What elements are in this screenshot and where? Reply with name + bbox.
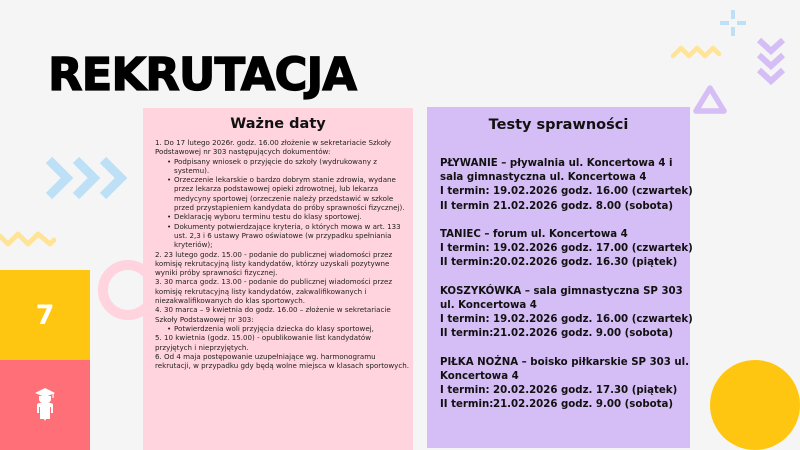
term-row	[440, 185, 693, 199]
term-value: 20.02.2026 godz. 17.30 (piątek)	[493, 385, 678, 397]
term-value: 19.02.2026 godz. 17.00 (czwartek)	[493, 243, 693, 255]
date-item-text: 5. 10 kwietnia (godz. 15.00) - opublikowanie list kandydatów przyjętych i nieprzyjętych.	[155, 333, 372, 352]
date-item-bullet: • Podpisany wniosek o przyjęcie do szkoły (wydrukowany z systemu).	[167, 157, 409, 176]
plus-icon	[718, 8, 748, 38]
zigzag-icon	[670, 43, 722, 61]
chevrons-right-icon	[44, 155, 134, 205]
date-item-text: 1. Do 17 lutego 2026r. godz. 16.00 złożenie w sekretariacie Szkoły Podstawowej nr 303 następujących dokumentów:	[155, 138, 392, 157]
date-item	[155, 305, 409, 333]
term-row	[440, 242, 693, 256]
slide-number-block	[0, 270, 90, 360]
test-basketball	[440, 285, 693, 342]
date-item-text: 2. 23 lutego godz. 15.00 - podanie do publicznej wiadomości przez komisję rekrutacyjną listy kandydatów, którzy uzyskali pozytywne wyniki próby sprawności fizycznej.	[155, 249, 393, 278]
term-value: 21.02.2026 godz. 9.00 (sobota)	[493, 328, 674, 340]
zigzag-icon	[0, 228, 56, 250]
date-item	[155, 333, 409, 352]
date-item	[155, 138, 409, 250]
term-row	[440, 398, 690, 412]
triangle-icon	[692, 84, 728, 116]
chevrons-down-icon	[756, 36, 786, 90]
page-title: REKRUTACJA	[48, 48, 357, 101]
test-heading: TANIEC – forum ul. Koncertowa 4	[440, 229, 628, 240]
term-row	[440, 384, 690, 398]
term-value: 21.02.2026 godz. 9.00 (sobota)	[493, 399, 674, 411]
fitness-tests-list	[440, 157, 693, 427]
test-heading: KOSZYKÓWKA – sala gimnastyczna SP 303 ul. Koncertowa 4	[440, 285, 683, 311]
date-item-bullet: • Potwierdzenia woli przyjęcia dziecka do klasy sportowej,	[167, 324, 409, 333]
fitness-tests-title: Testy sprawności	[488, 117, 629, 133]
term-value: 21.02.2026 godz. 8.00 (sobota)	[493, 200, 674, 212]
term-label: I termin:	[440, 186, 490, 198]
date-item-bullet: • Deklarację wyboru terminu testu do klasy sportowej.	[167, 212, 409, 221]
slide-number: 7	[35, 299, 55, 331]
term-label: I termin:	[440, 385, 490, 397]
term-label: I termin:	[440, 243, 490, 255]
circle-icon	[710, 360, 800, 450]
term-row	[440, 256, 690, 270]
term-label: II termin:	[440, 399, 494, 411]
term-value: 20.02.2026 godz. 16.30 (piątek)	[493, 257, 678, 269]
student-graduate-icon	[35, 388, 55, 422]
test-football	[440, 356, 690, 413]
date-item-bullet: • Orzeczenie lekarskie o bardzo dobrym stanie zdrowia, wydane przez lekarza podstawowej opieki zdrowotnej, lub lekarza medycyny sportowej (orzeczenie należy przedstawić w szkole przed przystąpieniem kandydata do próby sprawności fizycznej).	[167, 175, 409, 212]
term-label: II termin:	[440, 257, 494, 269]
term-label: II termin:	[440, 328, 494, 340]
date-item-text: 6. Od 4 maja postępowanie uzupełniające wg. harmonogramu rekrutacji, w przypadku gdy będą wolne miejsca w klasach sportowych.	[155, 351, 409, 371]
term-row	[440, 313, 693, 327]
term-value: 19.02.2026 godz. 16.00 (czwartek)	[493, 186, 693, 198]
test-dance	[440, 228, 693, 271]
date-item-text: 4. 30 marca – 9 kwietnia do godz. 16.00 – złożenie w sekretariacie Szkoły Podstawowej nr 303:	[155, 305, 391, 324]
term-row	[440, 200, 690, 214]
test-heading: PŁYWANIE – pływalnia ul. Koncertowa 4 i sala gimnastyczna ul. Koncertowa 4	[440, 158, 673, 184]
date-item	[155, 352, 409, 371]
term-label: I termin:	[440, 314, 490, 326]
test-heading: PIŁKA NOŻNA – boisko piłkarskie SP 303 ul. Koncertowa 4	[440, 356, 689, 382]
date-item-text: 3. 30 marca godz. 13.00 - podanie do publicznej wiadomości przez komisję rekrutacyjną listy kandydatów, zakwalifikowanych i niezakwalifikowanych do klas sportowych.	[155, 277, 393, 306]
important-dates-list	[155, 138, 409, 370]
important-dates-title: Ważne daty	[230, 116, 326, 132]
date-item-bullet: • Dokumenty potwierdzające kryteria, o których mowa w art. 133 ust. 2,3 i 6 ustawy Prawo oświatowe (w przypadku spełniania kryteriów);	[167, 222, 409, 250]
term-row	[440, 327, 690, 341]
date-item	[155, 277, 409, 305]
student-icon-block	[0, 360, 90, 450]
test-swimming	[440, 157, 693, 214]
important-dates-panel	[143, 108, 413, 450]
term-value: 19.02.2026 godz. 16.00 (czwartek)	[493, 314, 693, 326]
fitness-tests-panel	[427, 107, 693, 448]
term-label: II termin	[440, 200, 490, 212]
date-item	[155, 250, 409, 278]
